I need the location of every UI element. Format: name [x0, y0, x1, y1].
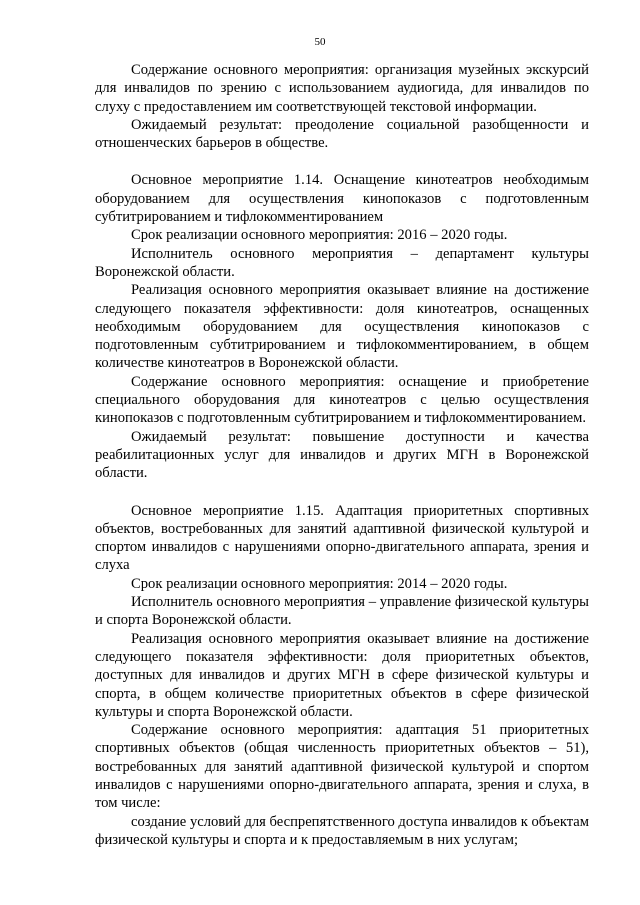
page-number: 50 — [314, 36, 326, 48]
paragraph-measure-1-14-title: Основное мероприятие 1.14. Оснащение кинотеатров необходимым оборудованием для осуществления кинопоказов с подготовленным субтитрированием и тифлокомментированием — [95, 172, 589, 226]
paragraph-museum-result: Ожидаемый результат: преодоление социальной разобщенности и отношенческих барьеров в обществе. — [95, 116, 589, 152]
paragraph-1-15-list-item: создание условий для беспрепятственного доступа инвалидов к объектам физической культуры и спорта и к предоставляемым в них услугам; — [95, 813, 589, 848]
paragraph-1-15-indicator: Реализация основного мероприятия оказывает влияние на достижение следующего показателя эффективности: доля приоритетных объектов, доступных для инвалидов и других МГН в сфере физической культуры и спорта, в общем количестве приоритетных объектов в сфере физической культуры и спорта Воронежской области. — [95, 630, 589, 720]
section-gap — [95, 152, 589, 171]
paragraph-1-15-content: Содержание основного мероприятия: адаптация 51 приоритетных спортивных объектов (общая численность приоритетных объектов – 51), востребованных для занятий адаптивной физической культурой и спортом инвалидов с нарушениями опорно-двигательного аппарата, зрения и слуха, в том числе: — [95, 722, 589, 812]
document-body — [95, 61, 589, 849]
paragraph-1-15-executor: Исполнитель основного мероприятия – управление физической культуры и спорта Воронежской области. — [95, 594, 589, 629]
section-gap — [95, 483, 589, 502]
paragraph-measure-1-15-title: Основное мероприятие 1.15. Адаптация приоритетных спортивных объектов, востребованных для занятий адаптивной физической культурой и спортом инвалидов с нарушениями опорно-двигательного аппарата, зрения и слуха — [95, 502, 589, 574]
paragraph-1-14-content: Содержание основного мероприятия: оснащение и приобретение специального оборудования для кинотеатров с целью осуществления кинопоказов с подготовленным субтитрированием и тифлокомментированием. — [95, 373, 589, 427]
paragraph-1-14-indicator: Реализация основного мероприятия оказывает влияние на достижение следующего показателя эффективности: доля кинотеатров, оснащенных необходимым оборудованием для осуществления кинопоказов с подготовленным субтитрированием и тифлокомментированием, в общем количестве кинотеатров в Воронежской области. — [95, 282, 589, 372]
paragraph-1-14-term: Срок реализации основного мероприятия: 2016 – 2020 годы. — [131, 227, 508, 244]
paragraph-1-15-term: Срок реализации основного мероприятия: 2014 – 2020 годы. — [131, 575, 508, 592]
paragraph-museum-content: Содержание основного мероприятия: организация музейных экскурсий для инвалидов по зрению с использованием аудиогида, для инвалидов по слуху с предоставлением им соответствующей текстовой информации. — [95, 62, 589, 115]
paragraph-1-14-executor: Исполнитель основного мероприятия – департамент культуры Воронежской области. — [95, 245, 589, 280]
paragraph-1-14-result: Ожидаемый результат: повышение доступности и качества реабилитационных услуг для инвалидов и других МГН в Воронежской области. — [95, 428, 589, 482]
